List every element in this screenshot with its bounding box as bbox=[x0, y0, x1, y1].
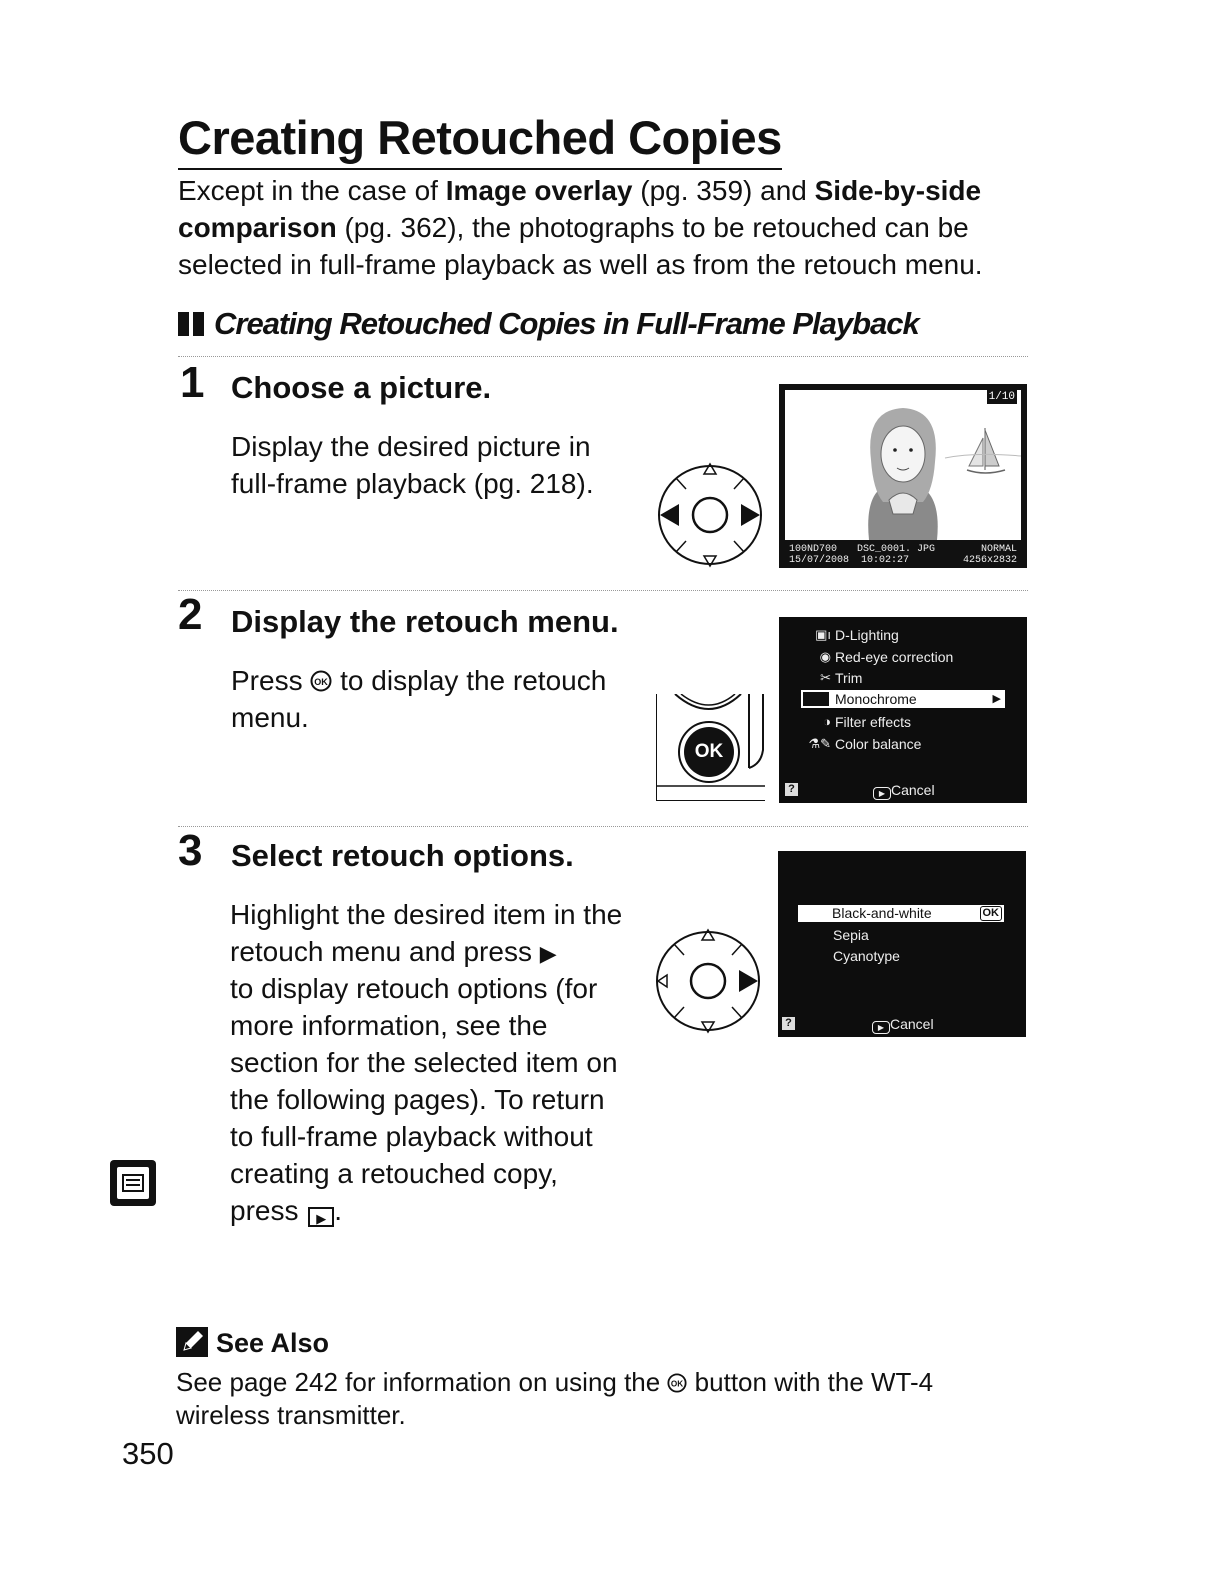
menu-item-filter-effects[interactable]: ◑ Filter effects bbox=[779, 712, 1027, 732]
monochrome-options-screen bbox=[778, 851, 1026, 1037]
section-subheading bbox=[178, 302, 919, 346]
info-folder: 100ND700 bbox=[789, 544, 838, 555]
step-2-body-pre: Press bbox=[231, 665, 311, 696]
help-icon: ? bbox=[785, 783, 798, 796]
step-2-body bbox=[231, 662, 641, 736]
multi-selector-right-icon bbox=[653, 928, 763, 1034]
see-also-body bbox=[176, 1366, 976, 1432]
intro-bold-image-overlay: Image overlay bbox=[445, 175, 633, 206]
step-1-body: Display the desired picture in full-frame playback (pg. 218). bbox=[231, 431, 594, 499]
intro-text-3: (pg. 362), the photographs to be retouched can be selected in full-frame playback as well as from the retouch menu. bbox=[178, 212, 983, 280]
info-size: 4256x2832 bbox=[962, 555, 1017, 566]
step-3-body-post: . bbox=[334, 1195, 343, 1226]
ok-button-label[interactable]: OK bbox=[694, 741, 724, 762]
step-2-body-post: to display the retouch menu. bbox=[231, 665, 607, 733]
see-also-heading bbox=[176, 1324, 329, 1362]
divider bbox=[178, 356, 1028, 357]
multi-selector-left-right-icon bbox=[655, 462, 765, 568]
intro-bold-side-by-side: Side-by-side comparison bbox=[178, 175, 982, 243]
step-3-body-mid: to display retouch options (for more information, see the section for the selected item on the following pages). To return to full-frame playback without creating a retouched copy, press bbox=[230, 973, 618, 1226]
cancel-hint: ▶ Cancel bbox=[872, 1015, 934, 1034]
info-file: DSC_0001. JPG bbox=[857, 544, 936, 555]
menu-item-d-lighting[interactable]: ▣ı D-Lighting bbox=[779, 625, 1027, 645]
d-lighting-icon: ▣ı bbox=[815, 627, 831, 642]
color-balance-icon: ⚗✎ bbox=[808, 736, 831, 751]
step-3-body-pre: Highlight the desired item in the retouch menu and press bbox=[230, 899, 623, 967]
retouch-menu-tab-icon bbox=[110, 1160, 156, 1206]
playback-button-icon: ▶ bbox=[872, 1021, 890, 1034]
intro-text-1: Except in the case of bbox=[178, 175, 446, 206]
info-quality: NORMAL bbox=[980, 544, 1017, 555]
filter-icon: ◑ bbox=[823, 714, 831, 729]
info-time: 10:02:27 bbox=[861, 555, 910, 566]
submenu-arrow-icon: ▶ bbox=[992, 693, 1001, 705]
divider bbox=[178, 826, 1028, 827]
step-2-number: 2 bbox=[178, 590, 203, 639]
menu-item-monochrome[interactable]: Monochrome ▶ bbox=[801, 690, 1005, 708]
see-also-title: See Also bbox=[216, 1328, 330, 1358]
photo-info-bar bbox=[789, 544, 1017, 566]
svg-text:OK: OK bbox=[314, 677, 329, 687]
red-eye-icon: ◉ bbox=[819, 649, 831, 664]
step-2-heading: Display the retouch menu. bbox=[231, 604, 619, 639]
ok-button-icon bbox=[310, 670, 332, 692]
step-3-heading: Select retouch options. bbox=[231, 838, 574, 873]
see-also-post: button with the WT-4 wireless transmitter. bbox=[176, 1367, 934, 1430]
info-date: 15/07/2008 bbox=[789, 555, 850, 566]
intro-text-2: (pg. 359) and bbox=[632, 175, 815, 206]
help-icon: ? bbox=[782, 1017, 795, 1030]
page-number: 350 bbox=[122, 1436, 174, 1471]
ok-button-icon bbox=[667, 1373, 687, 1393]
option-cyanotype[interactable]: Cyanotype bbox=[833, 948, 900, 964]
page-title: Creating Retouched Copies bbox=[178, 108, 782, 170]
step-1-number: 1 bbox=[180, 358, 205, 407]
menu-item-trim[interactable]: ✂ Trim bbox=[779, 668, 1027, 688]
retouch-menu-screen bbox=[779, 617, 1027, 803]
cancel-hint: ▶ Cancel bbox=[873, 781, 935, 800]
step-3-number: 3 bbox=[178, 826, 203, 875]
menu-item-color-balance[interactable]: ⚗✎ Color balance bbox=[779, 734, 1027, 754]
photo-preview-image bbox=[785, 390, 1021, 540]
monochrome-icon bbox=[803, 692, 829, 706]
step-1-heading: Choose a picture. bbox=[231, 370, 492, 405]
trim-icon: ✂ bbox=[820, 670, 831, 685]
playback-button-icon: ▶ bbox=[873, 787, 891, 800]
option-sepia[interactable]: Sepia bbox=[833, 927, 869, 943]
right-arrow-icon: ▶ bbox=[539, 941, 557, 966]
option-black-and-white[interactable]: Black-and-white OK bbox=[798, 905, 1004, 922]
playback-button-icon: ▶ bbox=[308, 1207, 334, 1227]
ok-button-illustration bbox=[656, 694, 765, 801]
divider bbox=[178, 590, 1028, 591]
frame-counter: 1/10 bbox=[988, 391, 1015, 403]
intro-paragraph bbox=[178, 172, 1038, 283]
menu-item-red-eye[interactable]: ◉ Red-eye correction bbox=[779, 647, 1027, 667]
ok-badge: OK bbox=[980, 906, 1003, 921]
subheading-text: Creating Retouched Copies in Full-Frame Playback bbox=[214, 306, 919, 341]
step-3-body-a bbox=[230, 896, 645, 972]
note-pencil-icon bbox=[176, 1327, 208, 1357]
playback-screen bbox=[779, 384, 1027, 568]
svg-text:OK: OK bbox=[671, 1379, 684, 1389]
see-also-pre: See page 242 for information on using the bbox=[176, 1367, 668, 1397]
section-marker-icon bbox=[178, 304, 206, 328]
